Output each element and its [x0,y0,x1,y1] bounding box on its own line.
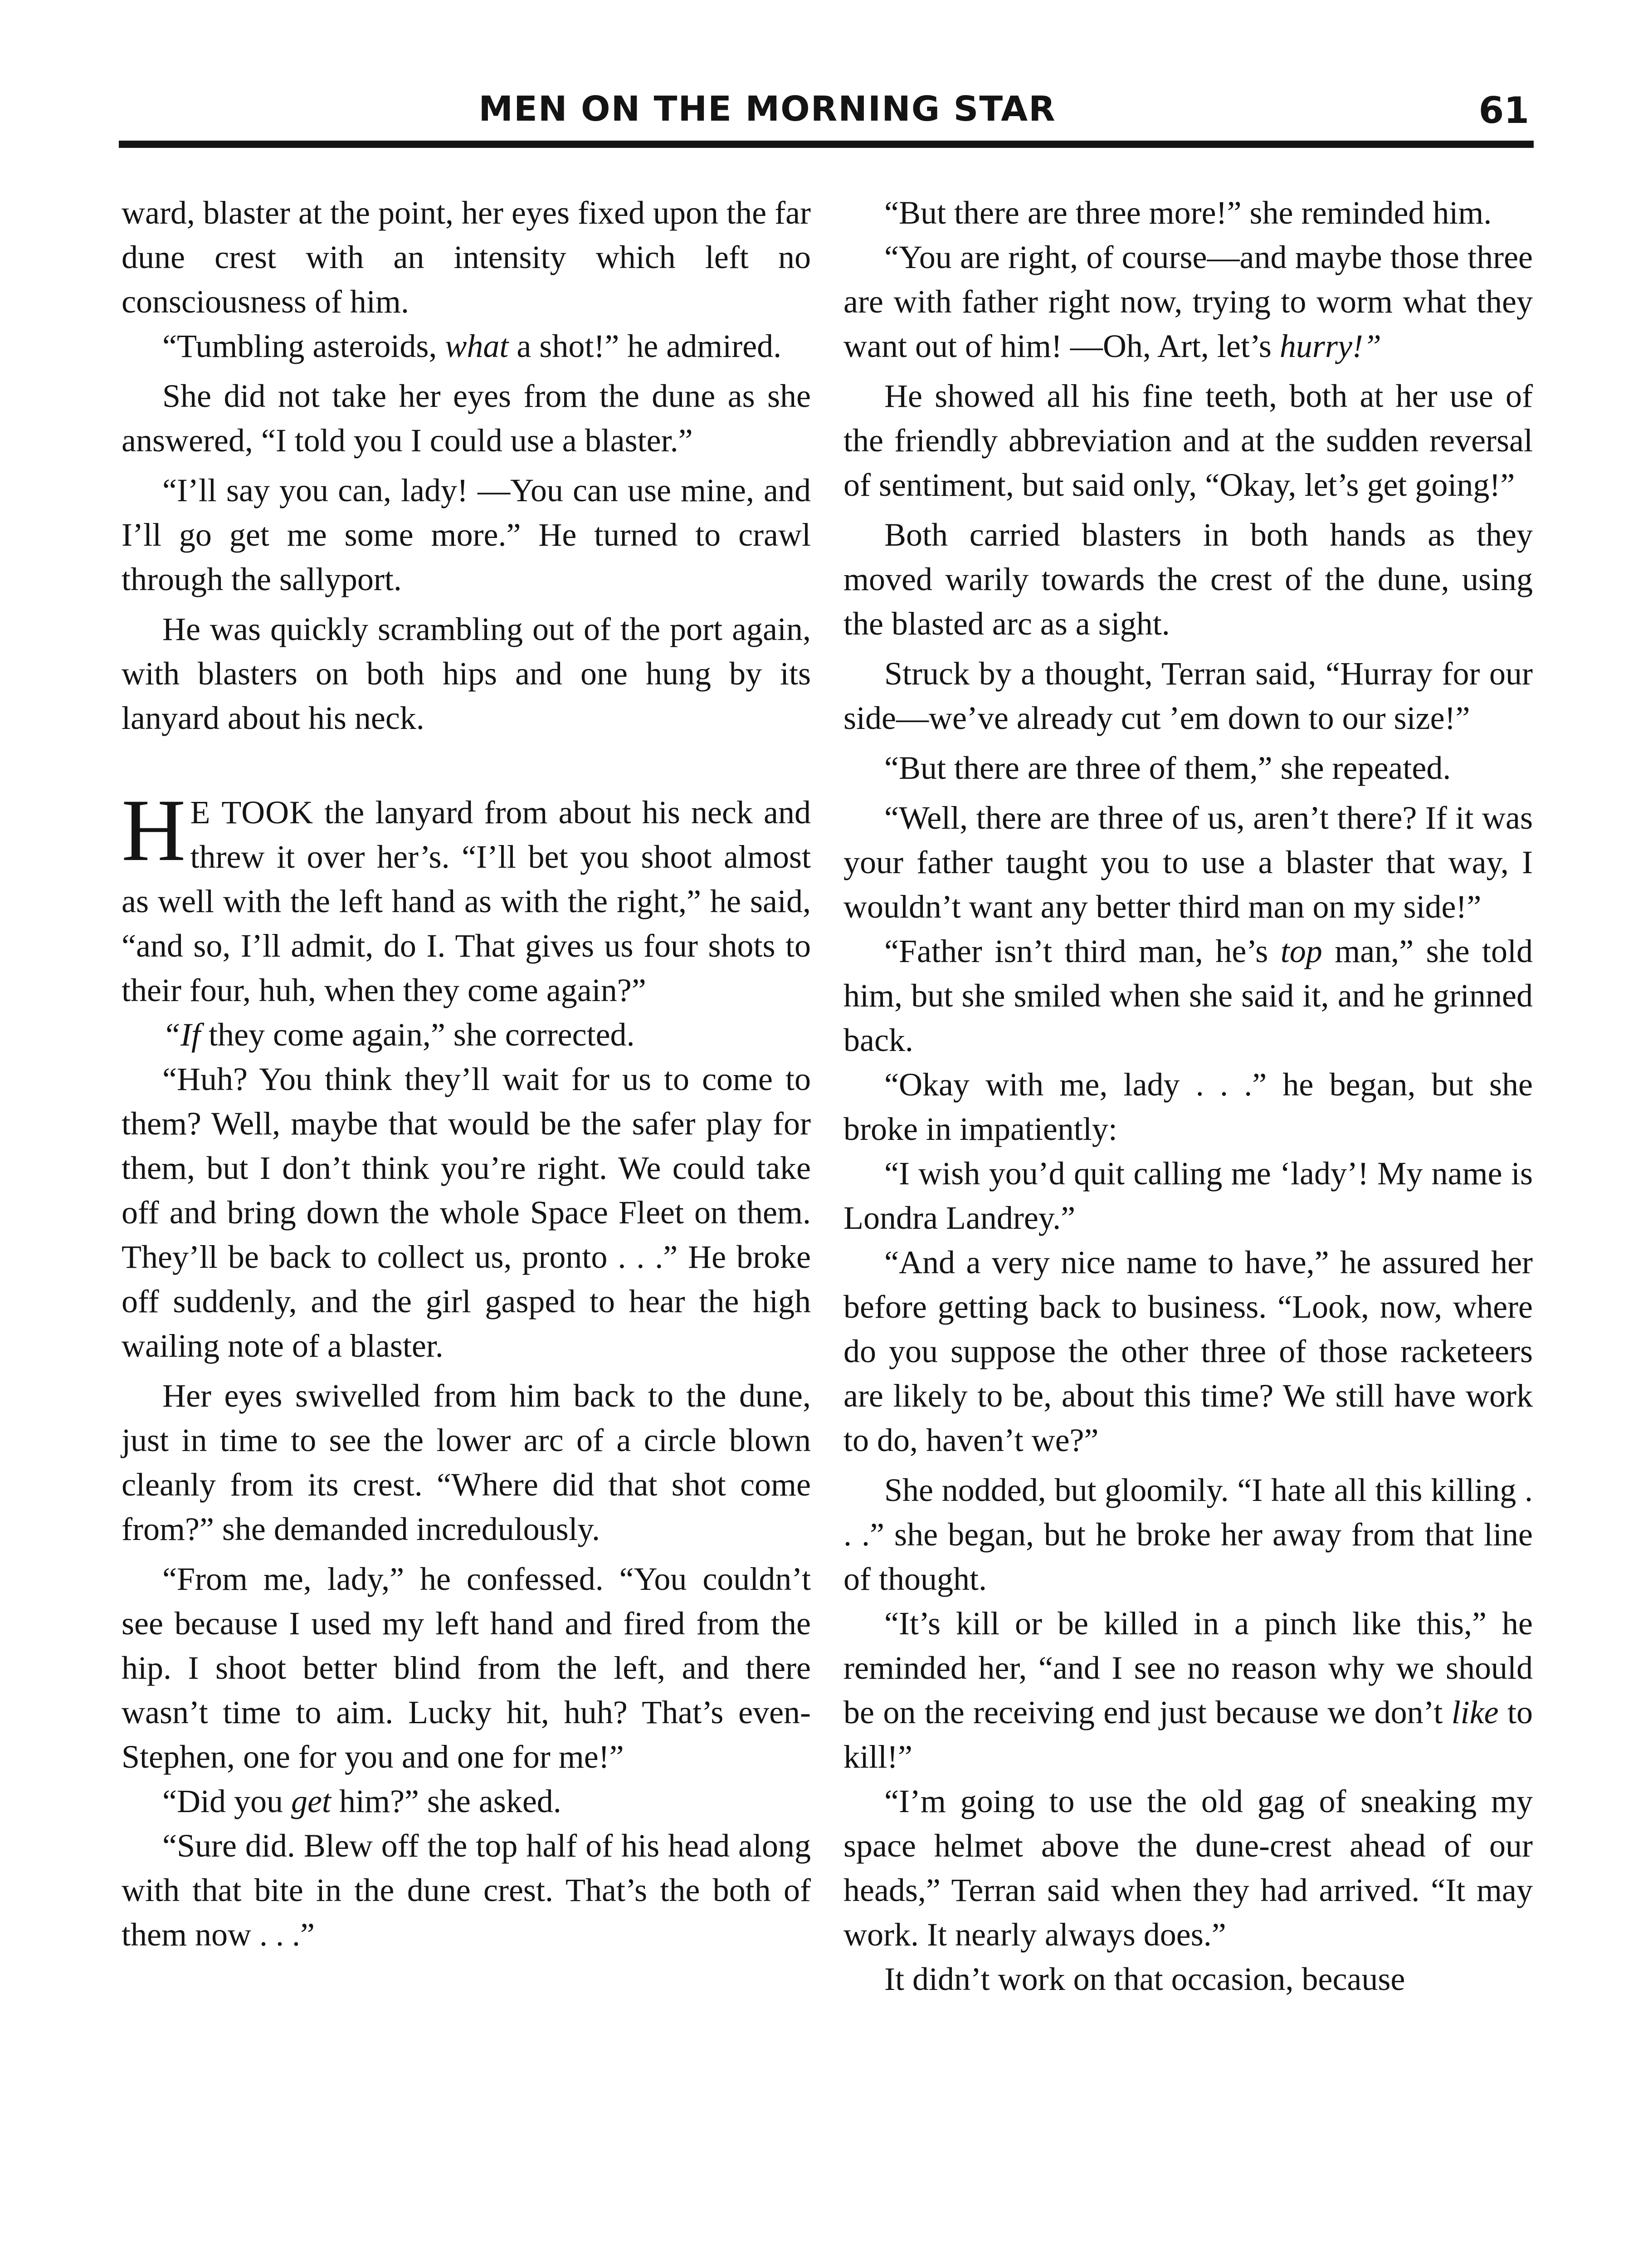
header-rule [119,141,1534,148]
paragraph: “From me, lady,” he confessed. “You couldn’t see because I used my left hand and fired from the hip. I shoot better blind from the left, and there wasn’t time to aim. Lucky hit, huh? That’s even-Stephen, one for you and one for me!” [122,1561,811,1775]
paragraph: “Okay with me, lady . . .” he began, but she broke in impatiently: [843,1066,1533,1147]
paragraph: “I’m going to use the old gag of sneaking my space helmet above the dune-crest ahead of our heads,” Terran said when they had arrived. “It may work. It nearly always does.” [843,1783,1533,1953]
paragraph: “It’s kill or be killed in a pinch like this,” he reminded her, “and I see no reason why we should be on the receiving end just because we don’t like to kill!” [843,1605,1533,1775]
left-column [122,191,811,1957]
paragraph: It didn’t work on that occasion, because [884,1961,1405,1997]
paragraph: “I’ll say you can, lady! —You can use mine, and I’ll go get me some more.” He turned to crawl through the sallyport. [122,472,811,597]
paragraph: She nodded, but gloomily. “I hate all this killing . . .” she began, but he broke her away from that line of thought. [843,1472,1533,1597]
paragraph: “And a very nice name to have,” he assured her before getting back to business. “Look, now, where do you suppose the other three of those racketeers are likely to be, about this time? We still have work to do, haven’t we?” [843,1244,1533,1458]
drop-cap: H [122,781,186,880]
running-title: MEN ON THE MORNING STAR [478,88,1056,129]
paragraph: ward, blaster at the point, her eyes fixed upon the far dune crest with an intensity which left no consciousness of him. [122,195,811,320]
paragraph: “Father isn’t third man, he’s top man,” she told him, but she smiled when she said it, and he grinned back. [843,933,1533,1058]
paragraph: “But there are three more!” she reminded him. [884,195,1492,231]
paragraph: “If they come again,” she corrected. [162,1017,635,1053]
paragraph: He was quickly scrambling out of the port again, with blasters on both hips and one hung by its lanyard about his neck. [122,611,811,736]
paragraph: “Did you get him?” she asked. [162,1783,561,1819]
paragraph: “I wish you’d quit calling me ‘lady’! My name is Londra Landrey.” [843,1155,1533,1236]
paragraph: “Tumbling asteroids, what a shot!” he admired. [162,328,782,364]
paragraph: Her eyes swivelled from him back to the dune, just in time to see the lower arc of a circle blown cleanly from its crest. “Where did that shot come from?” she demanded incredulously. [122,1378,811,1547]
paragraph: “Sure did. Blew off the top half of his head along with that bite in the dune crest. That’s the both of them now . . .” [122,1828,811,1953]
running-head [119,84,1534,138]
paragraph: “Well, there are three of us, aren’t there? If it was your father taught you to use a blaster that way, I wouldn’t want any better third man on my side!” [843,800,1533,925]
section-opening-paragraph: H E TOOK the lanyard from about his neck and threw it over her’s. “I’ll bet you shoot almost as well with the left hand as with the right,” he said, “and so, I’ll admit, do I. That gives us four shots to their four, huh, when they come again?” [122,781,811,1008]
paragraph: Struck by a thought, Terran said, “Hurray for our side—we’ve already cut ’em down to our size!” [843,655,1533,736]
paragraph: “But there are three of them,” she repeated. [884,750,1451,786]
paragraph: He showed all his fine teeth, both at her use of the friendly abbreviation and at the sudden reversal of sentiment, but said only, “Okay, let’s get going!” [843,378,1533,503]
page-number: 61 [1478,89,1529,132]
paragraph: She did not take her eyes from the dune as she answered, “I told you I could use a blaster.” [122,378,811,459]
right-column [843,191,1533,2001]
paragraph: “Huh? You think they’ll wait for us to come to them? Well, maybe that would be the safer play for them, but I don’t think you’re right. We could take off and bring down the whole Space Fleet on them. They’ll be back to collect us, pronto . . .” He broke off suddenly, and the girl gasped to hear the high wailing note of a blaster. [122,1061,811,1364]
paragraph: “You are right, of course—and maybe those three are with father right now, trying to worm what they want out of him! —Oh, Art, let’s hurry!” [843,239,1533,364]
paragraph: Both carried blasters in both hands as they moved warily towards the crest of the dune, using the blasted arc as a sight. [843,517,1533,642]
